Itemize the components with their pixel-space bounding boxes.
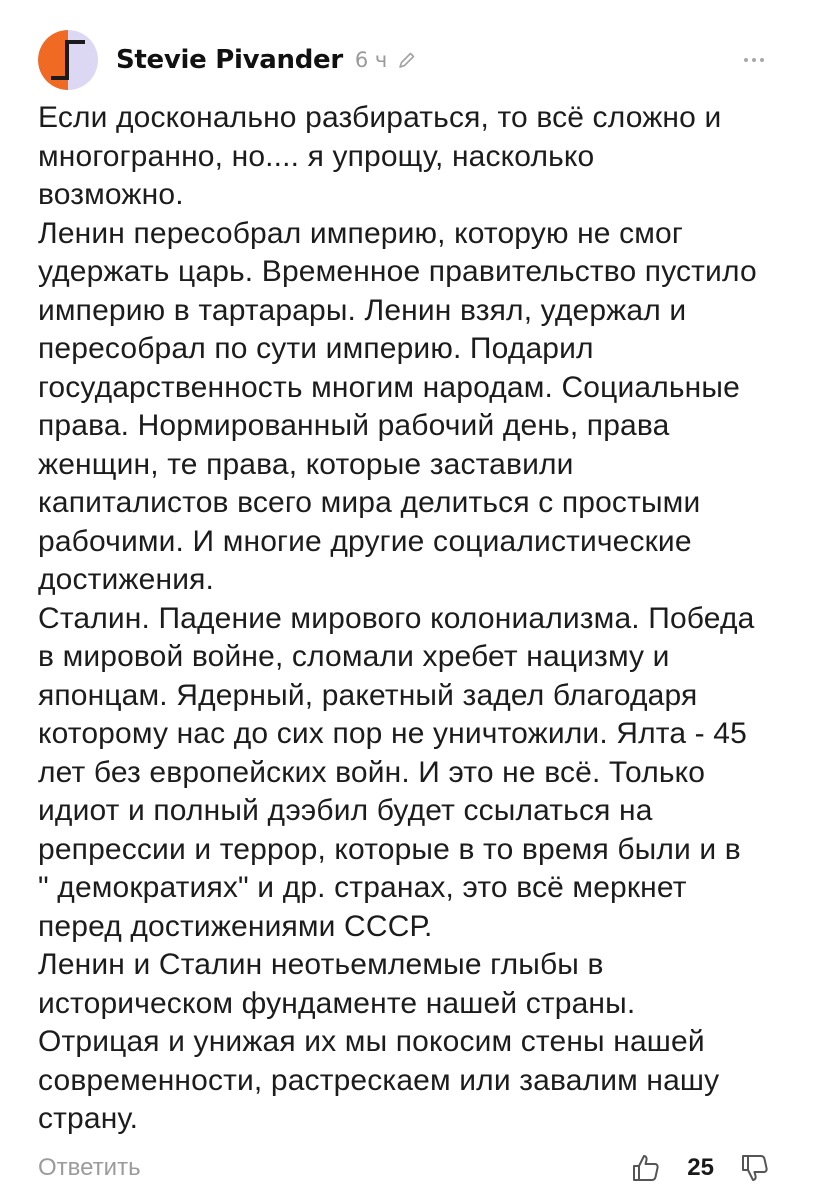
- more-dots-icon[interactable]: [742, 48, 766, 72]
- comment-footer: [38, 1148, 770, 1188]
- like-count: 25: [687, 1154, 714, 1181]
- avatar-logo-icon: [38, 30, 98, 90]
- thumbs-down-icon[interactable]: [740, 1153, 770, 1183]
- comment-header: [38, 28, 784, 92]
- comment-time: 6 ч: [354, 48, 388, 72]
- comment-text: Если досконально разбираться, то всё сложно и многогранно, но.... я упрощу, насколько возможно. Ленин пересобрал империю, которую не смог удержать царь. Временное правительство пустило империю в тартарары. Ленин взял, удержал и пересобрал по сути империю. Подарил государственность многим народам. Социальные права. Нормированный рабочий день, права женщин, те права, которые заставили капиталистов всего мира делиться с простыми рабочими. И многие другие социалистические достижения. Сталин. Падение мирового колониализма. Победа в мировой войне, сломали хребет нацизму и японцам. Ядерный, ракетный задел благодаря которому нас до сих пор не уничтожили. Ялта - 45 лет без европейских войн. И это не всё. Только идиот и полный дээбил будет ссылаться на репрессии и террор, которые в то время были и в " демократиях" и др. странах, это всё меркнет перед достижениями СССР. Ленин и Сталин неотьемлемые глыбы в историческом фундаменте нашей страны. Отрицая и унижая их мы покосим стены нашей современности, растрескаем или завалим нашу страну.: [38, 101, 757, 1135]
- reply-button[interactable]: Ответить: [38, 1154, 141, 1181]
- author-name[interactable]: Stevie Pivander: [116, 45, 343, 75]
- avatar[interactable]: [38, 30, 98, 90]
- thumbs-up-icon[interactable]: [631, 1153, 661, 1183]
- reactions: [631, 1153, 770, 1183]
- pencil-icon: [397, 50, 417, 70]
